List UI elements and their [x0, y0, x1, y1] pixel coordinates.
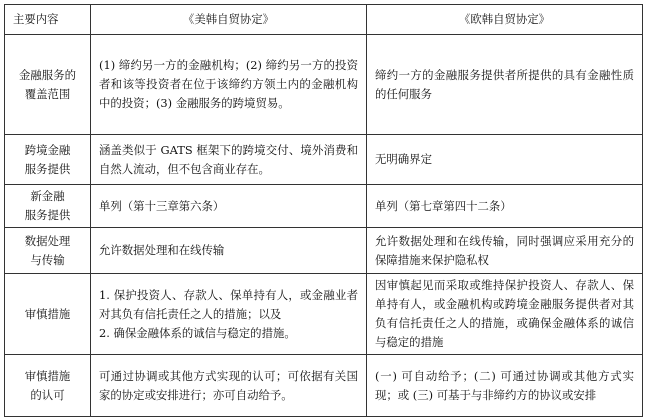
us-korea-cell: 允许数据处理和在线传输 — [91, 228, 367, 274]
us-korea-cell: 涵盖类似于 GATS 框架下的跨境交付、境外消费和自然人流动，但不包含商业存在。 — [91, 135, 367, 185]
us-korea-cell: 单列（第十三章第六条） — [91, 185, 367, 228]
topic-line: 的认可 — [30, 387, 65, 402]
table-header-row — [5, 5, 643, 35]
topic-line: 审慎措施 — [24, 368, 71, 383]
table-row — [5, 35, 643, 135]
topic-line: 跨境金融 — [24, 142, 71, 157]
table-row — [5, 228, 643, 274]
eu-korea-cell: (一) 可自动给予；(二) 可通过协调或其他方式实现；或 (三) 可基于与非缔约方的协议或安排 — [367, 355, 643, 417]
comparison-table — [4, 4, 643, 417]
eu-korea-cell: 单列（第七章第四十二条） — [367, 185, 643, 228]
row-topic-cross-border — [5, 135, 91, 185]
us-korea-cell: 可通过协调或其他方式实现的认可；可依据有关国家的协定或安排进行；亦可自动给予。 — [91, 355, 367, 417]
row-topic-coverage — [5, 35, 91, 135]
topic-line: 服务提供 — [24, 161, 71, 176]
table-row — [5, 185, 643, 228]
topic-line: 新金融 — [30, 189, 65, 203]
table-row — [5, 135, 643, 185]
eu-korea-cell: 无明确界定 — [367, 135, 643, 185]
us-korea-cell — [91, 274, 367, 355]
header-eu-korea-fta: 《欧韩自贸协定》 — [367, 5, 643, 35]
list-item: 1. 保护投资人、存款人、保单持有人，或金融业者对其负有信托责任之人的措施；以及 — [99, 287, 358, 321]
row-topic-recognition — [5, 355, 91, 417]
row-topic-new-services — [5, 185, 91, 228]
header-topic: 主要内容 — [5, 5, 91, 35]
eu-korea-cell: 缔约一方的金融服务提供者所提供的具有金融性质的任何服务 — [367, 35, 643, 135]
table-row — [5, 355, 643, 417]
topic-line: 审慎措施 — [24, 306, 71, 321]
us-korea-cell: (1) 缔约另一方的金融机构；(2) 缔约另一方的投资者和该等投资者在位于该缔约方领土内的金融机构中的投资；(3) 金融服务的跨境贸易。 — [91, 35, 367, 135]
list-item: 2. 确保金融体系的诚信与稳定的措施。 — [99, 325, 296, 340]
topic-line: 数据处理 — [24, 233, 71, 248]
row-topic-data-processing — [5, 228, 91, 274]
eu-korea-cell: 允许数据处理和在线传输，同时强调应采用充分的保障措施来保护隐私权 — [367, 228, 643, 274]
topic-line: 服务提供 — [24, 208, 71, 222]
topic-line: 金融服务的 — [19, 67, 76, 82]
row-topic-prudential — [5, 274, 91, 355]
table-row — [5, 274, 643, 355]
topic-line: 覆盖范围 — [24, 86, 71, 101]
topic-line: 与传输 — [30, 252, 65, 267]
header-us-korea-fta: 《美韩自贸协定》 — [91, 5, 367, 35]
eu-korea-cell: 因审慎起见而采取或维持保护投资人、存款人、保单持有人，或金融机构或跨境金融服务提供者对其负有信托责任之人的措施，或确保金融体系的诚信与稳定的措施 — [367, 274, 643, 355]
